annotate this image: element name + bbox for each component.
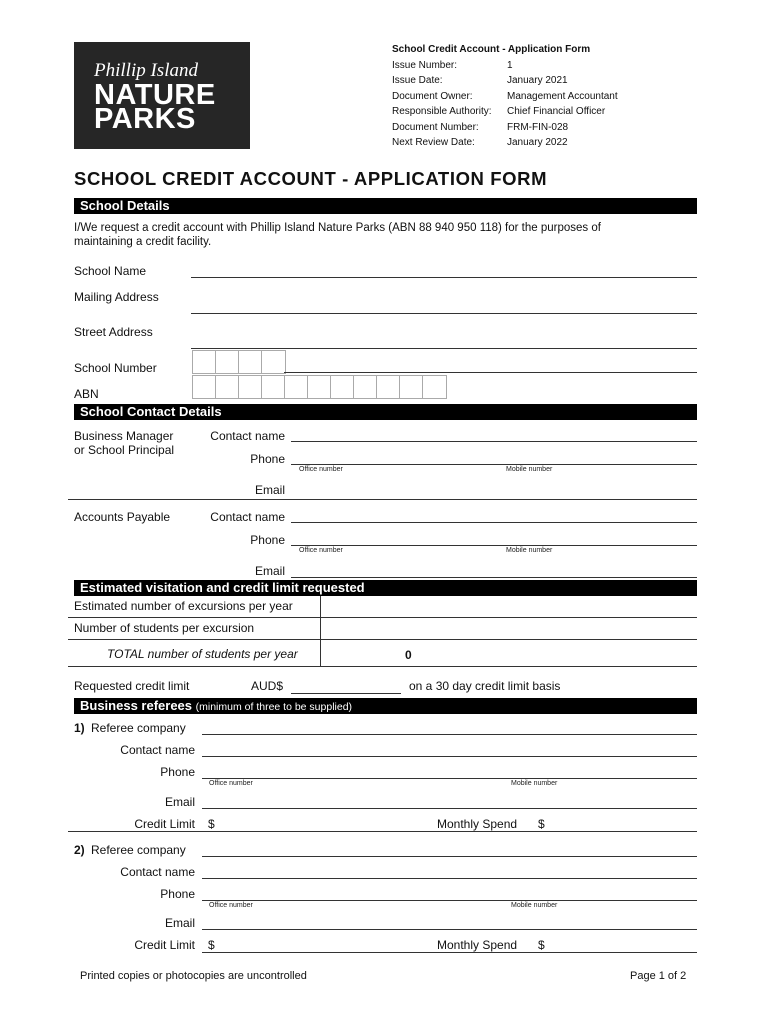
meta-value: 1 (507, 60, 513, 71)
logo-line-1: Phillip Island (94, 60, 198, 81)
divider (68, 639, 697, 640)
meta-label: Responsible Authority: (392, 106, 492, 117)
school-name-label: School Name (74, 264, 147, 278)
office-number-caption: Office number (209, 780, 253, 787)
meta-value: January 2021 (507, 75, 568, 86)
logo-line-2: NATURE (94, 79, 216, 111)
referee-company-label: Referee company (91, 843, 186, 857)
manager-contact-name-field[interactable] (291, 441, 697, 442)
nature-parks-logo (74, 42, 250, 149)
ap-phone-field[interactable] (291, 545, 697, 546)
phone-label: Phone (250, 533, 285, 547)
school-number-label: School Number (74, 361, 157, 375)
email-label: Email (164, 916, 195, 930)
footer-note: Printed copies or photocopies are uncontrolled (80, 970, 307, 982)
excursions-label: Estimated number of excursions per year (74, 599, 293, 613)
accounts-payable-label: Accounts Payable (74, 510, 171, 524)
mobile-number-caption: Mobile number (511, 780, 558, 787)
credit-basis-text: on a 30 day credit limit basis (409, 679, 561, 693)
office-number-caption: Office number (299, 466, 343, 473)
referee-1-company-field[interactable] (202, 734, 697, 735)
students-input[interactable] (321, 618, 697, 638)
meta-value: Chief Financial Officer (507, 106, 606, 117)
referee-1-credit-field[interactable] (68, 831, 697, 832)
credit-limit-label: Credit Limit (134, 938, 195, 952)
manager-phone-field[interactable] (291, 464, 697, 465)
business-manager-label: Business Manager (74, 429, 174, 443)
email-label: Email (254, 483, 285, 497)
mailing-address-label: Mailing Address (74, 290, 159, 304)
mobile-number-caption: Mobile number (511, 902, 558, 909)
school-principal-label: or School Principal (74, 443, 175, 457)
referee-2-email-field[interactable] (202, 929, 697, 930)
credit-limit-field[interactable] (291, 693, 401, 694)
meta-label: Issue Date: (392, 75, 443, 86)
referee-number: 2) (74, 843, 85, 857)
referee-1-phone-field[interactable] (202, 778, 697, 779)
dollar-sign: $ (538, 817, 545, 831)
credit-limit-label: Credit Limit (134, 817, 195, 831)
intro-text: I/We request a credit account with Phillip Island Nature Parks (ABN 88 940 950 118) for the purposes of (74, 222, 601, 234)
contact-name-label: Contact name (210, 429, 285, 443)
referee-2-company-field[interactable] (202, 856, 697, 857)
total-students-label: TOTAL number of students per year (107, 647, 298, 661)
dollar-sign: $ (208, 817, 215, 831)
credit-limit-label: Requested credit limit (74, 679, 190, 693)
referee-company-label: Referee company (91, 721, 186, 735)
monthly-spend-label: Monthly Spend (437, 938, 518, 952)
students-label: Number of students per excursion (74, 621, 255, 635)
meta-value: FRM-FIN-028 (507, 122, 569, 133)
total-students-value: 0 (405, 648, 412, 662)
phone-label: Phone (250, 452, 285, 466)
school-name-field[interactable] (191, 277, 697, 278)
divider (284, 372, 697, 373)
abn-boxes[interactable] (192, 375, 447, 399)
contact-name-label: Contact name (210, 510, 285, 524)
section-header-referees (74, 698, 697, 714)
referee-1-contact-field[interactable] (202, 756, 697, 757)
dollar-sign: $ (538, 938, 545, 952)
street-address-field[interactable] (191, 348, 697, 349)
section-header-contact-details: School Contact Details (74, 404, 697, 420)
email-label: Email (254, 564, 285, 578)
contact-name-label: Contact name (120, 865, 195, 879)
office-number-caption: Office number (209, 902, 253, 909)
ap-email-field[interactable] (291, 577, 697, 578)
ap-contact-name-field[interactable] (291, 522, 697, 523)
mobile-number-caption: Mobile number (506, 547, 553, 554)
meta-label: Document Number: (392, 122, 479, 133)
meta-value: Management Accountant (507, 91, 618, 102)
meta-value: January 2022 (507, 137, 568, 148)
section-header-visitation: Estimated visitation and credit limit requested (74, 580, 697, 596)
logo-line-3: PARKS (94, 103, 196, 135)
referee-2-phone-field[interactable] (202, 900, 697, 901)
manager-email-field[interactable] (68, 499, 697, 500)
divider (68, 666, 697, 667)
referee-1-email-field[interactable] (202, 808, 697, 809)
dollar-sign: $ (208, 938, 215, 952)
currency-label: AUD$ (251, 679, 284, 693)
referee-number: 1) (74, 721, 85, 735)
document-title: SCHOOL CREDIT ACCOUNT - APPLICATION FORM (74, 168, 548, 189)
school-number-boxes[interactable] (192, 350, 286, 374)
meta-label: Document Owner: (392, 91, 473, 102)
referee-2-contact-field[interactable] (202, 878, 697, 879)
meta-title: School Credit Account - Application Form (392, 44, 591, 55)
excursions-input[interactable] (321, 597, 697, 617)
phone-label: Phone (160, 887, 195, 901)
mailing-address-field[interactable] (191, 313, 697, 314)
mobile-number-caption: Mobile number (506, 466, 553, 473)
page-number: Page 1 of 2 (630, 970, 687, 982)
office-number-caption: Office number (299, 547, 343, 554)
meta-label: Next Review Date: (392, 137, 475, 148)
street-address-label: Street Address (74, 325, 153, 339)
referees-header-note: (minimum of three to be supplied) (195, 701, 353, 713)
abn-label: ABN (74, 387, 99, 401)
meta-label: Issue Number: (392, 60, 458, 71)
referee-2-credit-field[interactable] (202, 952, 697, 953)
contact-name-label: Contact name (120, 743, 195, 757)
referees-header: Business referees (80, 698, 193, 713)
email-label: Email (164, 795, 195, 809)
monthly-spend-label: Monthly Spend (437, 817, 518, 831)
intro-text: maintaining a credit facility. (74, 236, 212, 248)
section-header-school-details: School Details (74, 198, 697, 214)
phone-label: Phone (160, 765, 195, 779)
